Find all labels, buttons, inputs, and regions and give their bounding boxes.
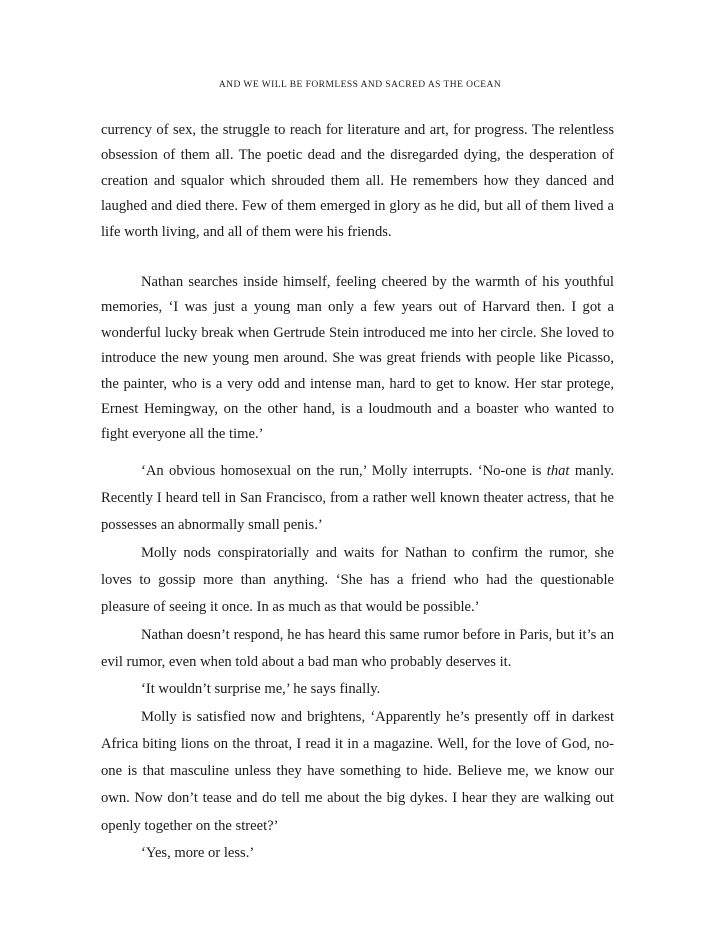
body-text-column [101, 118, 614, 867]
paragraph-1: currency of sex, the struggle to reach for literature and art, for progress. The relentless obsession of them all. The poetic dead and the disregarded dying, the desperation of creation and squalor which shrouded them all. He remembers how they danced and laughed and died there. Few of them emerged in glory as he did, but all of them lived a life worth living, and all of them were his friends. [101, 122, 614, 240]
section-narrative-opening [101, 118, 614, 448]
emphasized-word: that [546, 462, 570, 479]
paragraph-3-text-before-emphasis: ‘An obvious homosexual on the run,’ Molly interrupts. ‘No-one is [141, 462, 547, 479]
paragraph-3 [101, 458, 614, 540]
paragraph-5: Nathan doesn’t respond, he has heard this same rumor before in Paris, but it’s an evil rumor, even when told about a bad man who probably deserves it. [101, 626, 614, 670]
paragraph-4: Molly nods conspiratorially and waits for Nathan to confirm the rumor, she loves to gossip more than anything. ‘She has a friend who had the questionable pleasure of seeing it once. In as much as that would be possible.’ [101, 544, 614, 616]
section-spacer [101, 448, 614, 458]
running-head: AND WE WILL BE FORMLESS AND SACRED AS THE OCEAN [218, 80, 502, 90]
paragraph-3-text-after-emphasis: manly. Recently I heard tell in San Francisco, from a rather well known theater actress, that he possesses an abnormally small penis.’ [101, 462, 615, 534]
paragraph-8: ‘Yes, more or less.’ [141, 845, 255, 862]
section-dialogue [101, 458, 614, 867]
paragraph-6: ‘It wouldn’t surprise me,’ he says finally. [141, 681, 381, 698]
paragraph-gap [101, 245, 614, 270]
paragraph-2: Nathan searches inside himself, feeling cheered by the warmth of his youthful memories, ‘I was just a young man only a few years out of Harvard then. I got a wonderful lucky break when Gertrude Stein introduced me into her circle. She loved to introduce the new young men around. She was great friends with people like Picasso, the painter, who is a very odd and intense man, hard to get to know. Her star protege, Ernest Hemingway, on the other hand, is a loudmouth and a boaster who wanted to fight everyone all the time.’ [101, 274, 614, 443]
paragraph-7: Molly is satisfied now and brightens, ‘Apparently he’s presently off in darkest Africa biting lions on the throat, I read it in a magazine. Well, for the love of God, no-one is that masculine unless they have something to hide. Believe me, we know our own. Now don’t tease and do tell me about the big dykes. I hear they are walking out openly together on the street?’ [101, 708, 614, 834]
